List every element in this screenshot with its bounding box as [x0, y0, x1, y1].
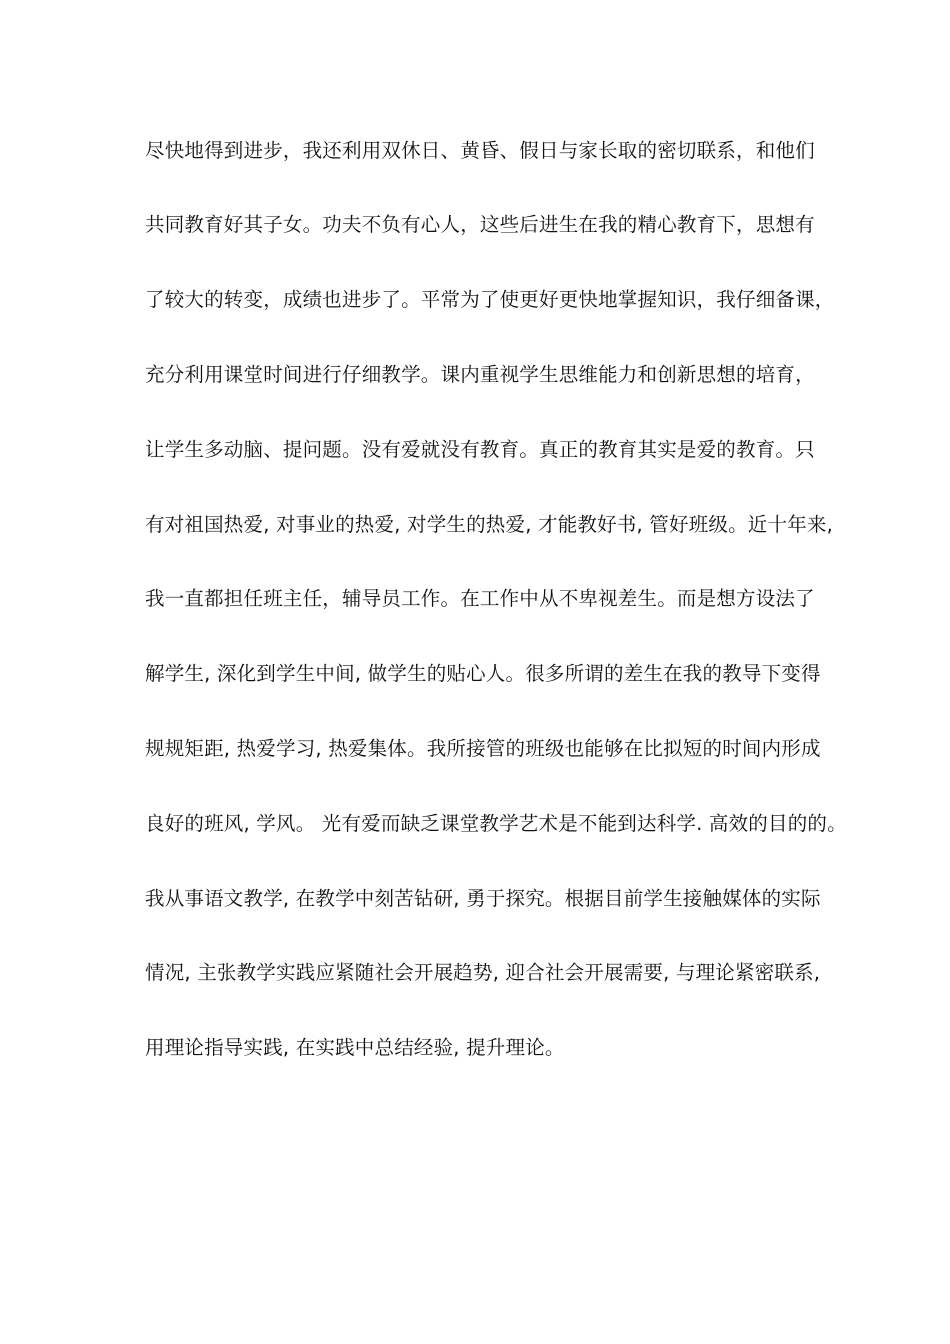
- paragraph-line: 了较大的转变，成绩也进步了。平常为了使更好更快地掌握知识，我仔细备课，: [145, 288, 835, 311]
- paragraph-line: 良好的班风, 学风。 光有爱而缺乏课堂教学艺术是不能到达科学. 高效的目的的。: [145, 812, 847, 835]
- paragraph-line: 我从事语文教学, 在教学中刻苦钻研, 勇于探究。根据目前学生接触媒体的实际: [145, 887, 821, 910]
- paragraph-line: 有对祖国热爱, 对事业的热爱, 对学生的热爱, 才能教好书, 管好班级。近十年来,: [145, 513, 833, 536]
- paragraph-line: 尽快地得到进步，我还利用双休日、黄昏、假日与家长取的密切联系，和他们: [145, 139, 815, 162]
- paragraph-line: 让学生多动脑、提问题。没有爱就没有教育。真正的教育其实是爱的教育。只: [145, 438, 815, 461]
- paragraph-line: 解学生, 深化到学生中间, 做学生的贴心人。很多所谓的差生在我的教导下变得: [145, 662, 821, 685]
- paragraph-line: 规规矩距, 热爱学习, 热爱集体。我所接管的班级也能够在比拟短的时间内形成: [145, 737, 821, 760]
- paragraph-line: 情况, 主张教学实践应紧随社会开展趋势, 迎合社会开展需要, 与理论紧密联系,: [145, 961, 821, 984]
- paragraph-line: 充分利用课堂时间进行仔细教学。课内重视学生思维能力和创新思想的培育，: [145, 363, 815, 386]
- paragraph-line: 我一直都担任班主任，辅导员工作。在工作中从不卑视差生。而是想方设法了: [145, 587, 815, 610]
- paragraph-line: 用理论指导实践, 在实践中总结经验, 提升理论。: [145, 1036, 565, 1059]
- paragraph-line: 共同教育好其子女。功夫不负有心人，这些后进生在我的精心教育下，思想有: [145, 213, 815, 236]
